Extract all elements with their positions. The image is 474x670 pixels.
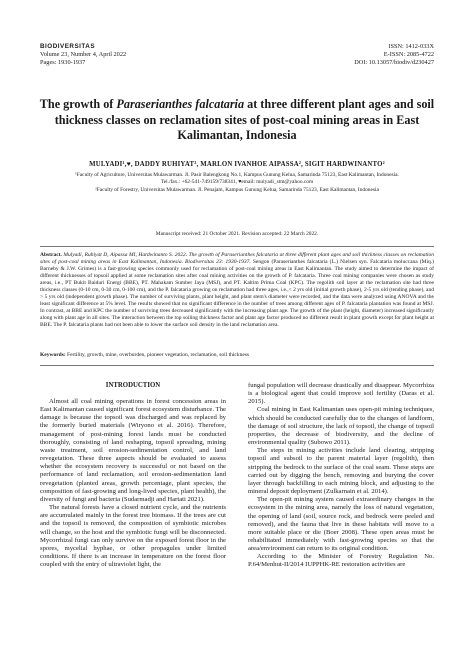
abstract-body: Sengon (Paraserianthes falcataria (L.) Nielsen syn. Falcataria moluccana (Miq.) Barneby & J.W. Grimes) is a fast-growing species commonly used for reclamation of post-coal mining areas in East Kalimantan. The study aimed to determine the impact of different thicknesses of topsoil applied at some reclamation sites after coal mining activities on the growth of P. falcataria. Three coal mining companies were chosen as study areas, i.e., PT Bukit Baiduri Energi (BBE), PT. Mahakam Sumber Jaya (MSJ), and PT. Kaltim Prima Coal (KPC). The regolith soil layer at the reclamation site had three thickness classes (0-10 cm, 0-30 cm, 0-100 cm), and the P. falcataria growing on reclamation had three ages, i.e.,< 2 yrs old (initial growth phase), 2-5 yrs old (tending phase), and > 5 yrs old (independent growth phase). The number of surviving plants, plant height, and plant stem's diameter were recorded, and the data were analyzed using ANOVA and the least significant difference at 5% level. The results showed that no significant difference in the number of trees among different ages of P. falcataria plantation was found at MSJ. In contrast, at BBE and KPC the number of surviving trees decreased significantly with the increasing plant age. The growth of the plant (height, diameter) increased significantly along with plant age in all sites. The interaction between the top soiling thickness factor and plant age factor produced no different result in plant growth except for plant height at BBE. The P. falcataria plants had not been able to lower the surface soil density in the land reclamation area.	[40, 259, 434, 329]
section-heading-introduction: INTRODUCTION	[105, 382, 161, 389]
abstract-citation: Mulyadi, Ruhiyat D, Aipassa MI, Hardwinanto S. 2022. The growth of	[61, 252, 222, 258]
divider-top	[40, 246, 434, 247]
paragraph: The open-pit mining system caused extraordinary changes in the ecosystem in the mining area, namely the loss of natural vegetation, the opening of land (soil, source rock, and bedrock were peeled and removed), and the fauna that live in these habitats will move to a more suitable place or die (Boer 2008). These open areas must be rehabilitated immediately with fast-growing species so that the area/environment can return to its original condition.	[248, 496, 434, 553]
paragraph: According to the Minister of Forestry Regulation No. P.64/Menhut-II/2014 IUPPHK-RE restoration activities are	[248, 553, 434, 569]
title-part-a: The growth of	[39, 97, 117, 111]
journal-header-left	[40, 43, 126, 67]
journal-doi: DOI: 10.13057/biodiv/d230427	[354, 59, 434, 67]
keywords	[40, 352, 434, 359]
journal-issn: ISSN: 1412-033X	[388, 43, 434, 50]
journal-name: BIODIVERSITAS	[40, 43, 96, 50]
keywords-text: Fertility, growth, mine, overburden, pioneer vegetation, reclamation, soil thickness	[65, 352, 250, 358]
paragraph: fungal population will decrease drastically and disappear. Mycorrhiza is a biological agent that could improve soil fertility (Daras et al. 2015).	[248, 382, 434, 406]
paragraph: Coal mining in East Kalimantan uses open-pit mining techniques, which should be conducted carefully due to the changes of landform, the damage of soil structure, the lack of topsoil, the change of topsoil properties, the decrease of biodiversity, and the decline of environmental quality (Subowo 2011).	[248, 406, 434, 447]
paragraph: Almost all coal mining operations in forest concession areas in East Kalimantan caused significant forest ecosystem disturbance. The damage is because the topsoil was discharged and was replaced by the formerly buried materials (Wiryono et al. 2016). Therefore, management of post-mining forest lands must be conducted thoroughly, consisting of land reshaping, topsoil spreading, mining waste treatment, soil erosion-sedimentation control, and land revegetation. These three aspects should be evaluated to assess whether the ecosystem recovery is successful or not based on the performance of land reclamation, soil erosion-sedimentation land revegetation (planted areas, growth percentage, plant species, the composition of fast-growing and long-lived species, plant health), the diversity of fungi and bacteria (Sudarmadji and Hartati 2021).	[40, 398, 226, 503]
author-list: MULYADI¹,♥, DADDY RUHIYAT², MARLON IVANHOE AIPASSA², SIGIT HARDWINANTO²	[89, 161, 385, 168]
title-species: Paraserianthes falcataria	[116, 97, 245, 111]
title-part-b: at three different plant ages and soil thickness classes on reclamation sites of post-coal mining areas in East Kalimantan, Indonesia	[54, 97, 435, 143]
journal-header-right	[354, 43, 434, 67]
body-column-left	[40, 398, 226, 569]
abstract-label: Abstract.	[40, 252, 62, 258]
affiliation-2: ²Faculty of Forestry, Universitas Mulawarman. Jl. Penajam, Kampus Gunung Kelua, Samarinda 75123, East Kalimantan, Indonesia	[95, 187, 379, 193]
journal-pages: Pages: 1930-1937	[40, 59, 86, 67]
paper-title	[34, 97, 440, 144]
journal-eissn: E-ISSN: 2085-4722	[383, 51, 434, 59]
keywords-label: Keywords:	[40, 352, 66, 358]
abstract	[40, 252, 434, 330]
paragraph: The steps in mining activities include land clearing, stripping topsoil and subsoil to the parent material layer (regolith), then stripping the bedrock to the surface of the coal seam. These steps are carried out by digging the bench, removing and burying the cover layer through backfilling to each mining block, and adjusting to the mineral deposit deployment (Zulkarnain et al. 2014).	[248, 447, 434, 496]
abstract-citation-species: Paraserianthes falcataria	[221, 252, 279, 258]
manuscript-dates: Manuscript received: 21 October 2021. Revision accepted: 22 March 2022.	[155, 231, 319, 237]
divider-bottom	[40, 365, 434, 366]
body-column-right	[248, 382, 434, 570]
paragraph: The natural forests have a closed nutrient cycle, and the nutrients are accumulated mainly in the forest tree biomass. If the trees are cut and the topsoil is removed, the composition of symbiotic microbes will change, so the host and the symbiotic fungi will be disconnected. Mycorrhizal fungi can only survive on the exposed forest floor in the spores, mycelial hyphae, or other propagules under limited conditions. If there is an increase in temperature on the forest floor coupled with the entry of ultraviolet light, the	[40, 504, 226, 569]
affiliation-contact: Tel./fax.: +62-541-749159/738341, ♥email: mulyadi_stm@yahoo.com	[160, 179, 314, 185]
journal-volume: Volume 23, Number 4, April 2022	[40, 51, 127, 59]
abstract-citation-rest: at three different plant ages and soil thickness classes on reclamation sites of post-coal mining areas in East Kalimantan, Indonesia. Biodiversitas 23: 1930-1937.	[40, 252, 435, 266]
affiliation-1: ¹Faculty of Agriculture, Universitas Mulawarman. Jl. Pasir Balengkong No.1, Kampus Gunung Kelua, Samarinda 75123, East Kalimantan, Indonesia.	[75, 172, 399, 178]
